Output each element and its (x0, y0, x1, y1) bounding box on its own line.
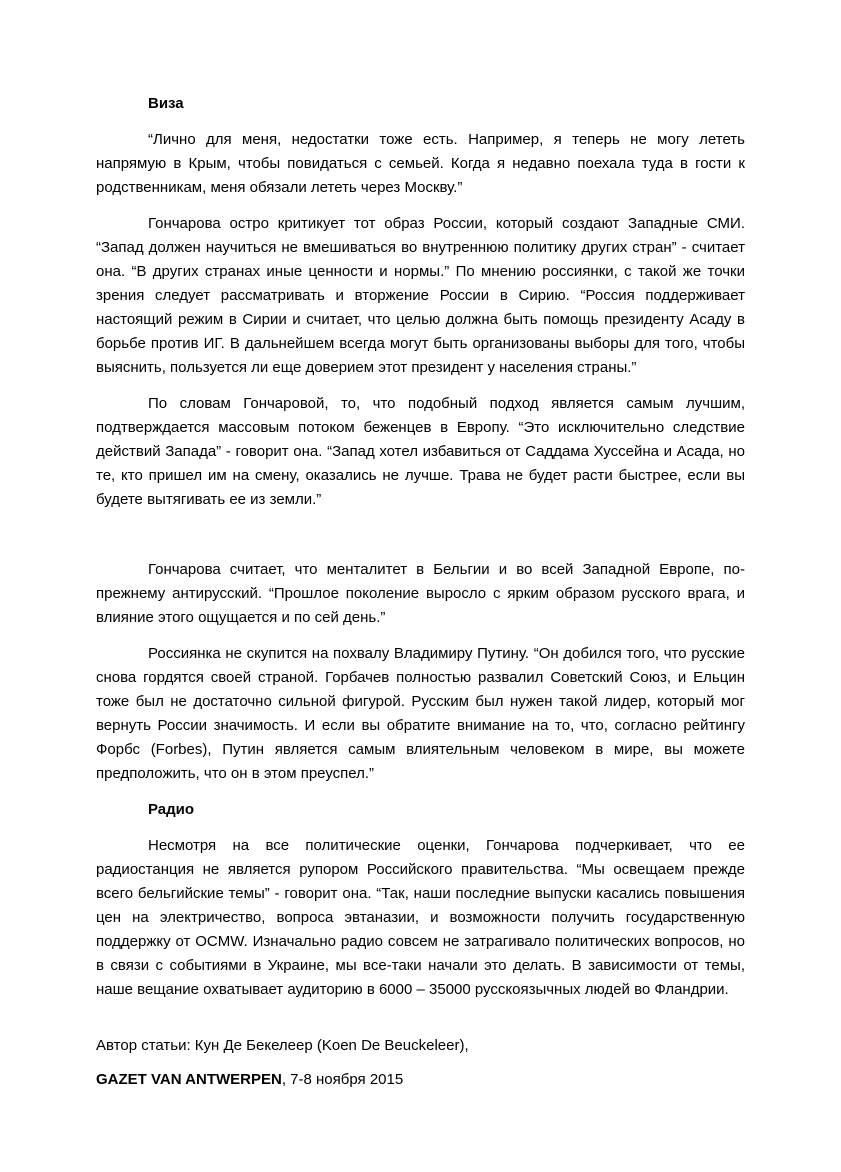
paragraph-putin-praise: Россиянка не скупится на похвалу Владимиру Путину. “Он добился того, что русские снова гордятся своей страной. Горбачев полностью развалил Советский Союз, и Ельцин тоже был не достаточно сильной фигурой. Русским был нужен такой лидер, который мог вернуть России значимость. И если вы обратите внимание на то, что, согласно рейтингу Форбс (Forbes), Путин является самым влиятельным человеком в мире, вы можете предположить, что он в этом преуспел.” (96, 645, 745, 782)
blank-space-spacer (96, 1014, 745, 1034)
section-heading-radio: Радио (148, 801, 195, 818)
source-publication-name: GAZET VAN ANTWERPEN (96, 1071, 282, 1088)
source-date: , 7-8 ноября 2015 (281, 1071, 404, 1088)
paragraph-visa-quote: “Лично для меня, недостатки тоже есть. Например, я теперь не могу лететь напрямую в Крым, чтобы повидаться с семьей. Когда я недавно поехала туда в гости к родственникам, меня обязали лететь через Москву.” (96, 131, 745, 196)
author-line: Автор статьи: Кун Де Бекелеер (Koen De Beuckeleer), (96, 1037, 469, 1054)
section-heading-visa: Виза (148, 95, 184, 112)
paragraph-mentality: Гончарова считает, что менталитет в Бельгии и во всей Западной Европе, по-прежнему антирусский. “Прошлое поколение выросло с ярким образом русского врага, и влияние этого ощущается и по сей день.” (96, 561, 745, 626)
paragraph-refugees: По словам Гончаровой, то, что подобный подход является самым лучшим, подтверждается массовым потоком беженцев в Европу. “Это исключительно следствие действий Запада” - говорит она. “Запад хотел избавиться от Саддама Хуссейна и Асада, но те, кто пришел им на смену, оказались не лучше. Трава не будет расти быстрее, если вы будете вытягивать ее из земли.” (96, 395, 745, 508)
paragraph-radio-station: Несмотря на все политические оценки, Гончарова подчеркивает, что ее радиостанция не является рупором Российского правительства. “Мы освещаем прежде всего бельгийские темы” - говорит она. “Так, наши последние выпуски касались повышения цен на электричество, вопроса эвтаназии, и возможности получить государственную поддержку от OCMW. Изначально радио совсем не затрагивало политических вопросов, но в связи с событиями в Украине, мы все-таки начали это делать. В зависимости от темы, наше вещание охватывает аудиторию в 6000 – 35000 русскоязычных людей во Фландрии. (96, 837, 745, 998)
paragraph-western-media-critique: Гончарова остро критикует тот образ России, который создают Западные СМИ. “Запад должен научиться не вмешиваться во внутреннюю политику других стран” - считает она. “В других странах иные ценности и нормы.” По мнению россиянки, с такой же точки зрения следует рассматривать и вторжение России в Сирию. “Россия поддерживает настоящий режим в Сирии и считает, что целью должна быть помощь президенту Асаду в борьбе против ИГ. В дальнейшем всегда могут быть организованы выборы для того, чтобы выяснить, пользуется ли еще доверием этот президент у населения страны.” (96, 215, 745, 376)
source-line (96, 1068, 745, 1092)
blank-line-spacer (96, 524, 745, 558)
